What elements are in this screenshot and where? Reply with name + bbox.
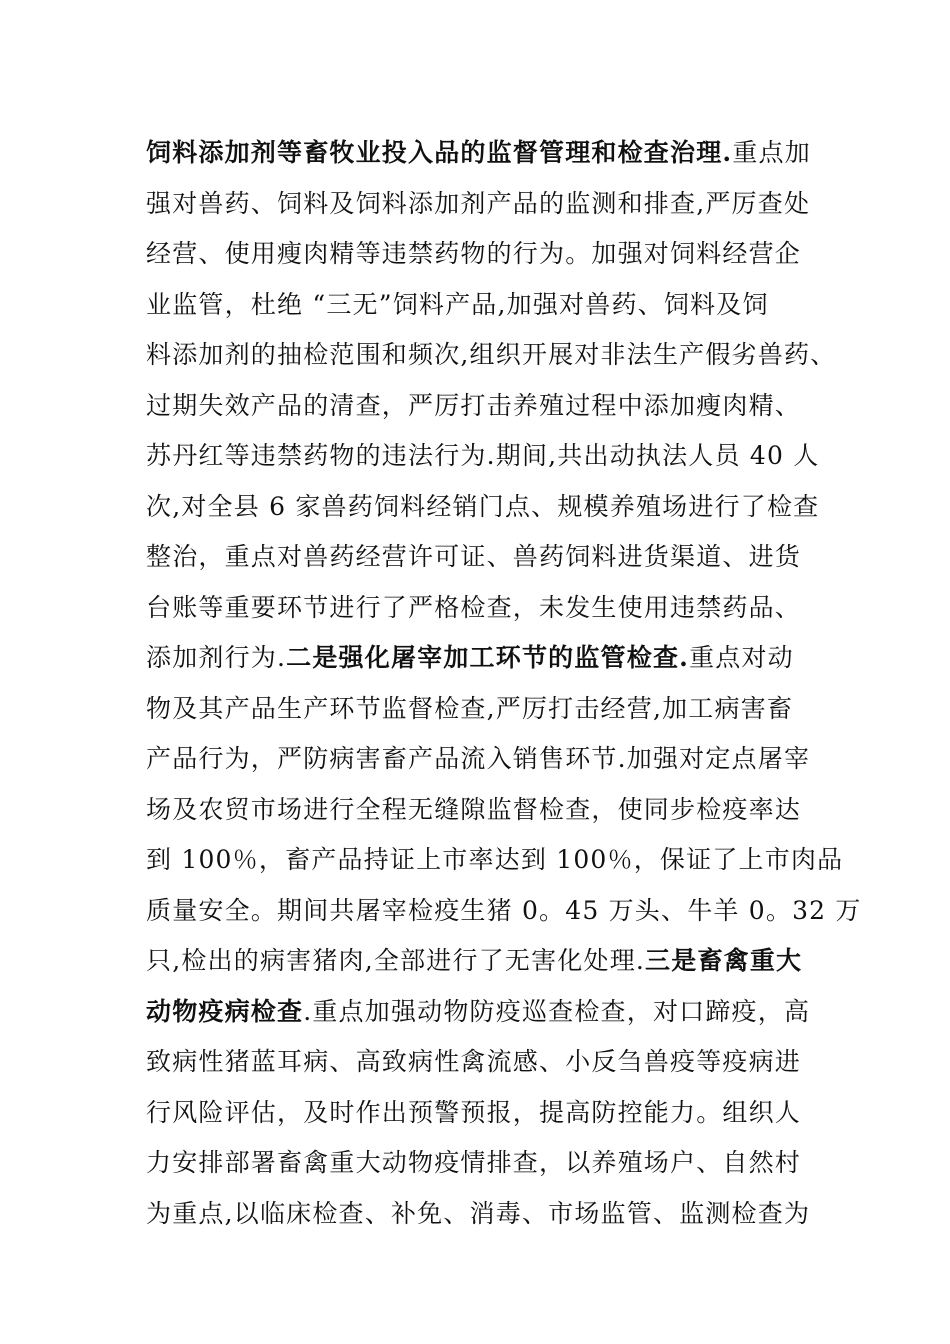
body-text-run: 整治，重点对兽药经营许可证、兽药饲料进货渠道、进货 [146,542,802,571]
body-text-run: 强对兽药、饲料及饲料添加剂产品的监测和排查,严厉查处 [146,188,811,218]
text-line [146,482,826,533]
text-line [146,886,862,937]
text-line [146,280,826,331]
body-text-run: 质量安全。期间共屠宰检疫生猪 0。45 万头、牛羊 0。32 万 [146,895,862,925]
bold-heading-text: 三是畜禽重大 [645,946,803,975]
text-line [146,835,844,886]
text-line [146,785,826,836]
text-line [146,734,826,785]
text-line [146,1138,826,1189]
body-text-run: 业监管，杜绝 “三无”饲料产品,加强对兽药、饲料及饲 [146,289,769,319]
text-line [146,431,826,482]
body-text-run: 次,对全县 6 家兽药饲料经销门点、规模养殖场进行了检查 [146,491,820,521]
bold-heading-text: 动物疫病检查 [146,996,304,1026]
body-text-run: 料添加剂的抽检范围和频次,组织开展对非法生产假劣兽药、 [146,340,837,369]
bold-heading-text: 饲料添加剂等畜牧业投入品的监督管理和检查治理. [146,138,733,167]
body-text-run: 力安排部署畜禽重大动物疫情排查，以养殖场户、自然村 [146,1148,802,1177]
body-text-run: 为重点,以临床检查、补免、消毒、市场监管、监测检查为 [146,1198,811,1228]
body-text-run: 添加剂行为. [146,643,287,672]
text-line [146,532,826,583]
body-text-run: 致病性猪蓝耳病、高致病性禽流感、小反刍兽疫等疫病进 [146,1047,802,1076]
body-text-run: .重点加强动物防疫巡查检查，对口蹄疫，高 [303,996,811,1026]
text-line [146,128,826,179]
body-text-run: 只,检出的病害猪肉,全部进行了无害化处理. [146,946,646,975]
text-line [146,583,826,634]
text-line [146,1037,826,1088]
text-line [146,633,826,684]
body-text-run: 苏丹红等违禁药物的违法行为.期间,共出动执法人员 40 人 [146,441,820,470]
body-text [146,128,862,1239]
bold-heading-text: 二是强化屠宰加工环节的监管检查. [286,643,690,672]
text-line [146,1189,826,1240]
body-text-run: 行风险评估，及时作出预警预报，提高防控能力。组织人 [146,1097,802,1127]
text-line [146,229,826,280]
text-line [146,936,826,987]
body-text-run: 重点对动 [689,643,794,672]
text-line [146,381,826,432]
body-text-run: 场及农贸市场进行全程无缝隙监督检查，使同步检疫率达 [146,794,802,824]
body-text-run: 到 100％，畜产品持证上市率达到 100％，保证了上市肉品 [146,845,844,874]
body-text-run: 过期失效产品的清查，严厉打击养殖过程中添加瘦肉精、 [146,390,802,420]
text-line [146,1088,826,1139]
body-text-run: 物及其产品生产环节监督检查,严厉打击经营,加工病害畜 [146,693,794,723]
body-text-run: 产品行为，严防病害畜产品流入销售环节.加强对定点屠宰 [146,744,811,773]
text-line [146,330,837,381]
body-text-run: 重点加 [732,138,811,167]
text-line [146,987,826,1038]
text-line [146,684,826,735]
body-text-run: 台账等重要环节进行了严格检查，未发生使用违禁药品、 [146,592,802,622]
body-text-run: 经营、使用瘦肉精等违禁药物的行为。加强对饲料经营企 [146,239,802,268]
text-line [146,179,826,230]
